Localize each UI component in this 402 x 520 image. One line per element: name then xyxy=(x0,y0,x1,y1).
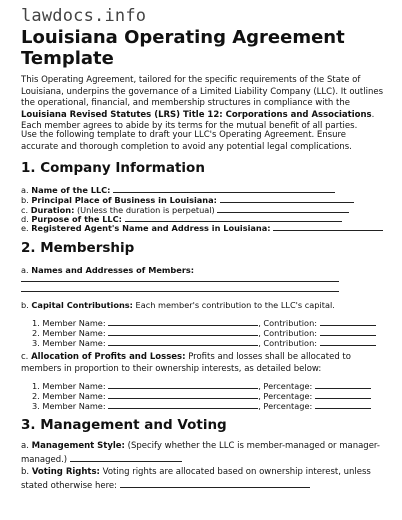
site-watermark: lawdocs.info xyxy=(21,6,147,26)
percentage-row: 3. Member Name: , Percentage: xyxy=(32,400,371,411)
contribution-blank[interactable] xyxy=(320,317,376,326)
registered-agent-blank[interactable] xyxy=(273,222,383,231)
field-purpose: d. Purpose of the LLC: xyxy=(21,213,342,224)
member-name-blank[interactable] xyxy=(108,317,258,326)
member-name-blank[interactable] xyxy=(108,390,258,399)
document-title: Louisiana Operating Agreement Template xyxy=(21,27,345,69)
percentage-blank[interactable] xyxy=(315,390,371,399)
percentage-row: 1. Member Name: , Percentage: xyxy=(32,380,371,391)
contribution-row: 1. Member Name: , Contribution: xyxy=(32,317,376,328)
contribution-row: 3. Member Name: , Contribution: xyxy=(32,337,376,348)
contribution-blank[interactable] xyxy=(320,337,376,346)
principal-place-blank[interactable] xyxy=(220,194,354,203)
field-registered-agent: e. Registered Agent's Name and Address in Louisiana: xyxy=(21,222,383,233)
field-profit-loss-allocation: c. Allocation of Profits and Losses: Profits and losses shall be allocated to members in proportion to their ownership interests, as detailed below: xyxy=(21,352,351,374)
percentage-row: 2. Member Name: , Percentage: xyxy=(32,390,371,401)
member-name-blank[interactable] xyxy=(108,380,258,389)
members-blank-line-2[interactable] xyxy=(21,291,339,292)
field-principal-place: b. Principal Place of Business in Louisiana: xyxy=(21,194,354,205)
field-member-names-addresses: a. Names and Addresses of Members: xyxy=(21,265,195,275)
section-heading-company-information: 1. Company Information xyxy=(21,160,205,176)
member-name-blank[interactable] xyxy=(108,327,258,336)
intro-paragraph-1: This Operating Agreement, tailored for the specific requirements of the State of Louisiana, underpins the governance of a Limited Liability Company (LLC). It outlines the operational, financial, and membership structures in compliance with the Louisiana Revised Statutes (LRS) Title 12: Corporations and Associations. Each member agrees to abide by its terms for the mutual benefit of all parties. xyxy=(21,75,384,132)
contribution-row: 2. Member Name: , Contribution: xyxy=(32,327,376,338)
section-heading-membership: 2. Membership xyxy=(21,240,135,256)
duration-blank[interactable] xyxy=(217,204,349,213)
field-capital-contributions: b. Capital Contributions: Each member's contribution to the LLC's capital. xyxy=(21,300,335,310)
field-management-style: a. Management Style: (Specify whether the LLC is member-managed or manager-managed.) xyxy=(21,441,380,465)
percentage-blank[interactable] xyxy=(315,400,371,409)
intro-paragraph-2: Use the following template to draft your LLC's Operating Agreement. Ensure accurate and thorough completion to avoid any potential legal complications. xyxy=(21,130,352,152)
member-name-blank[interactable] xyxy=(108,337,258,346)
purpose-blank[interactable] xyxy=(125,213,342,222)
field-voting-rights: b. Voting Rights: Voting rights are allocated based on ownership interest, unless stated otherwise here: xyxy=(21,467,371,491)
member-name-blank[interactable] xyxy=(108,400,258,409)
percentage-blank[interactable] xyxy=(315,380,371,389)
field-llc-name: a. Name of the LLC: xyxy=(21,184,335,195)
voting-rights-blank[interactable] xyxy=(120,479,310,488)
management-style-blank[interactable] xyxy=(70,453,182,462)
contribution-blank[interactable] xyxy=(320,327,376,336)
llc-name-blank[interactable] xyxy=(113,184,335,193)
section-heading-management-voting: 3. Management and Voting xyxy=(21,417,227,433)
members-blank-line-1[interactable] xyxy=(21,281,339,282)
field-duration: c. Duration: (Unless the duration is perpetual) xyxy=(21,204,349,215)
